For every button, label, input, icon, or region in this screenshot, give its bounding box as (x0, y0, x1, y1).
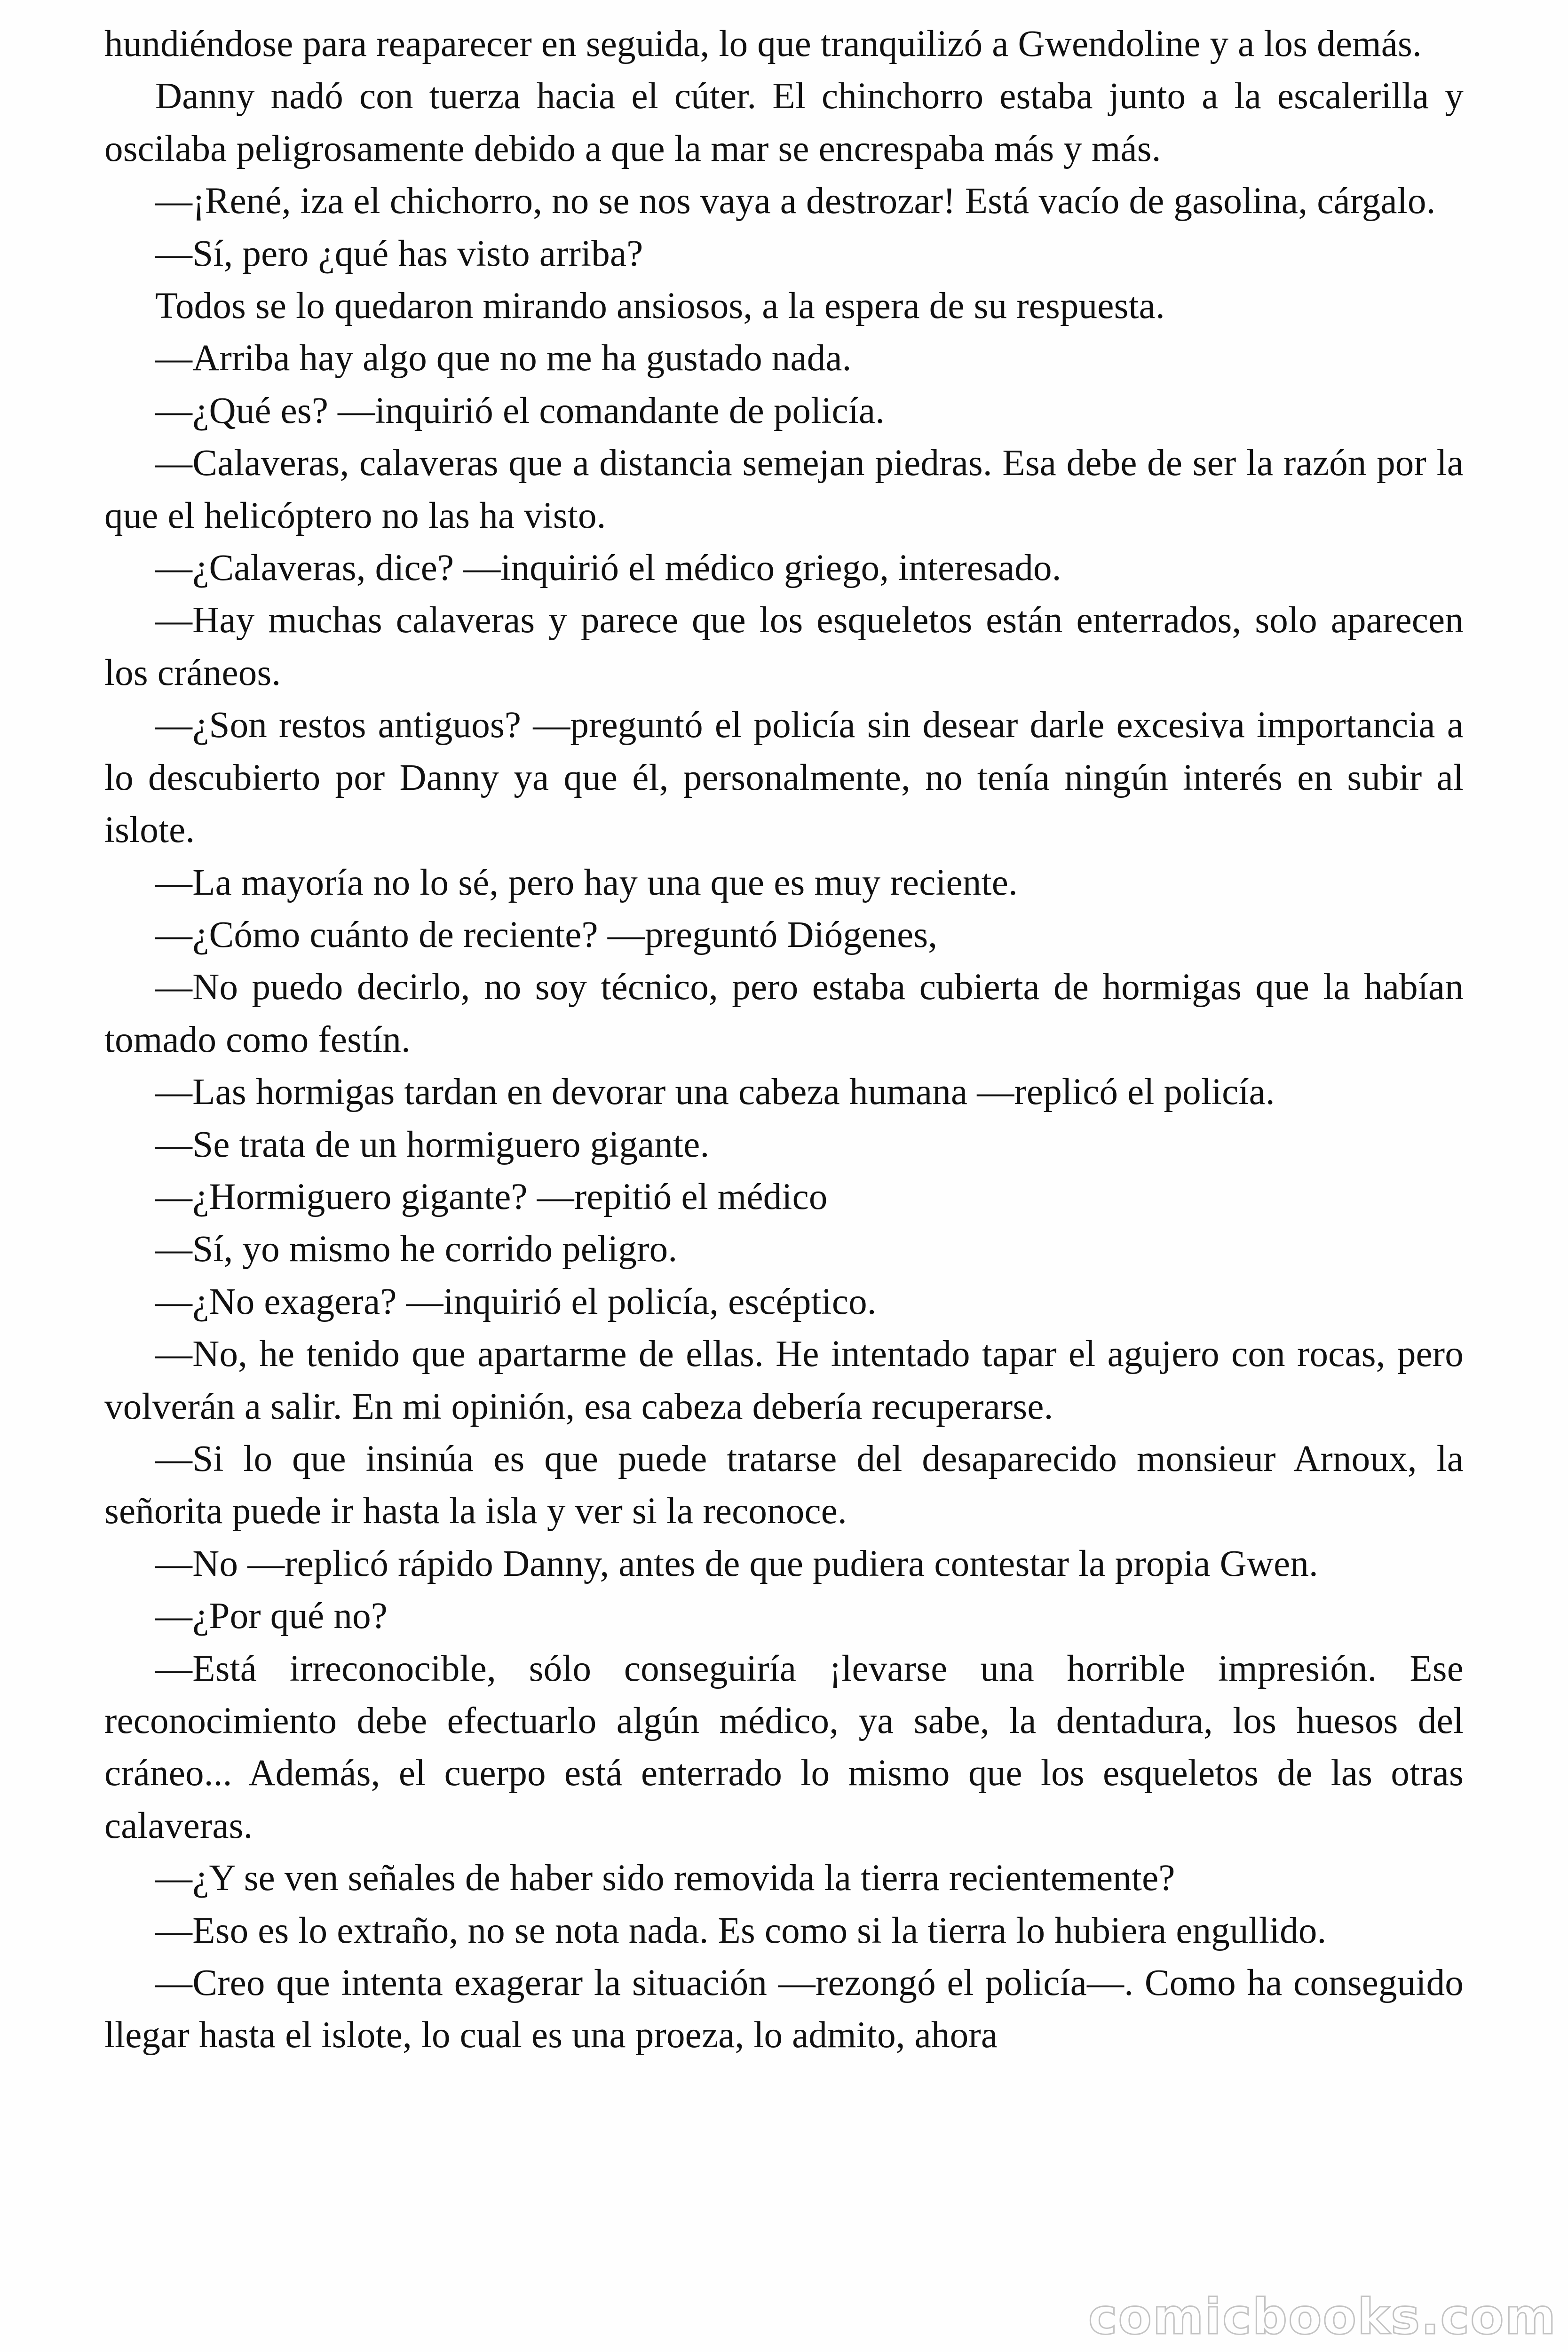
paragraph: —¿Son restos antiguos? —preguntó el policía sin desear darle excesiva importancia a lo descubierto por Danny ya que él, personalmente, no tenía ningún interés en subir al islote. (104, 705, 1464, 851)
paragraph: —No —replicó rápido Danny, antes de que pudiera contestar la propia Gwen. (155, 1543, 1319, 1584)
paragraph: —Hay muchas calaveras y parece que los esqueletos están enterrados, solo aparecen los cráneos. (104, 600, 1464, 693)
paragraph: —¿Por qué no? (155, 1596, 388, 1637)
paragraph: —¿No exagera? —inquirió el policía, escéptico. (155, 1281, 877, 1322)
paragraph: —No puedo decirlo, no soy técnico, pero estaba cubierta de hormigas que la habían tomado como festín. (104, 967, 1464, 1060)
paragraph: —Arriba hay algo que no me ha gustado nada. (155, 338, 852, 379)
paragraph: —La mayoría no lo sé, pero hay una que es muy reciente. (155, 862, 1018, 903)
watermark-logo: comicbooks.com (1088, 2288, 1557, 2345)
paragraph: —Calaveras, calaveras que a distancia semejan piedras. Esa debe de ser la razón por la que el helicóptero no las ha visto. (104, 443, 1464, 536)
paragraph: —¿Calaveras, dice? —inquirió el médico griego, interesado. (155, 548, 1061, 589)
paragraph: —Las hormigas tardan en devorar una cabeza humana —replicó el policía. (155, 1072, 1275, 1113)
paragraph: —¿Y se ven señales de haber sido removida la tierra recientemente? (155, 1858, 1175, 1899)
paragraph: —¿Hormiguero gigante? —repitió el médico (155, 1176, 828, 1217)
paragraph: —Está irreconocible, sólo conseguiría ¡levarse una horrible impresión. Ese reconocimiento debe efectuarlo algún médico, ya sabe, la dentadura, los huesos del cráneo... Además, el cuerpo está enterrado lo mismo que los esqueletos de las otras calaveras. (104, 1648, 1464, 1846)
paragraph: —Sí, pero ¿qué has visto arriba? (155, 233, 643, 274)
paragraph: hundiéndose para reaparecer en seguida, lo que tranquilizó a Gwendoline y a los demás. (104, 24, 1422, 64)
paragraph: Todos se lo quedaron mirando ansiosos, a la espera de su respuesta. (155, 286, 1165, 327)
body-text (104, 18, 1464, 2062)
paragraph: —Sí, yo mismo he corrido peligro. (155, 1229, 678, 1270)
paragraph: —¡René, iza el chichorro, no se nos vaya a destrozar! Está vacío de gasolina, cárgalo. (155, 181, 1436, 222)
paragraph: —Si lo que insinúa es que puede tratarse del desaparecido monsieur Arnoux, la señorita puede ir hasta la isla y ver si la reconoce. (104, 1438, 1464, 1532)
paragraph: —Se trata de un hormiguero gigante. (155, 1124, 710, 1165)
paragraph: —¿Qué es? —inquirió el comandante de policía. (155, 390, 885, 431)
paragraph: —Eso es lo extraño, no se nota nada. Es como si la tierra lo hubiera engullido. (155, 1910, 1327, 1951)
paragraph: —¿Cómo cuánto de reciente? —preguntó Diógenes, (155, 914, 938, 955)
paragraph: Danny nadó con tuerza hacia el cúter. El chinchorro estaba junto a la escalerilla y oscilaba peligrosamente debido a que la mar se encrespaba más y más. (104, 76, 1464, 169)
paragraph: —No, he tenido que apartarme de ellas. He intentado tapar el agujero con rocas, pero volverán a salir. En mi opinión, esa cabeza debería recuperarse. (104, 1334, 1464, 1427)
paragraph: —Creo que intenta exagerar la situación —rezongó el policía—. Como ha conseguido llegar hasta el islote, lo cual es una proeza, lo admito, ahora (104, 1963, 1464, 2056)
